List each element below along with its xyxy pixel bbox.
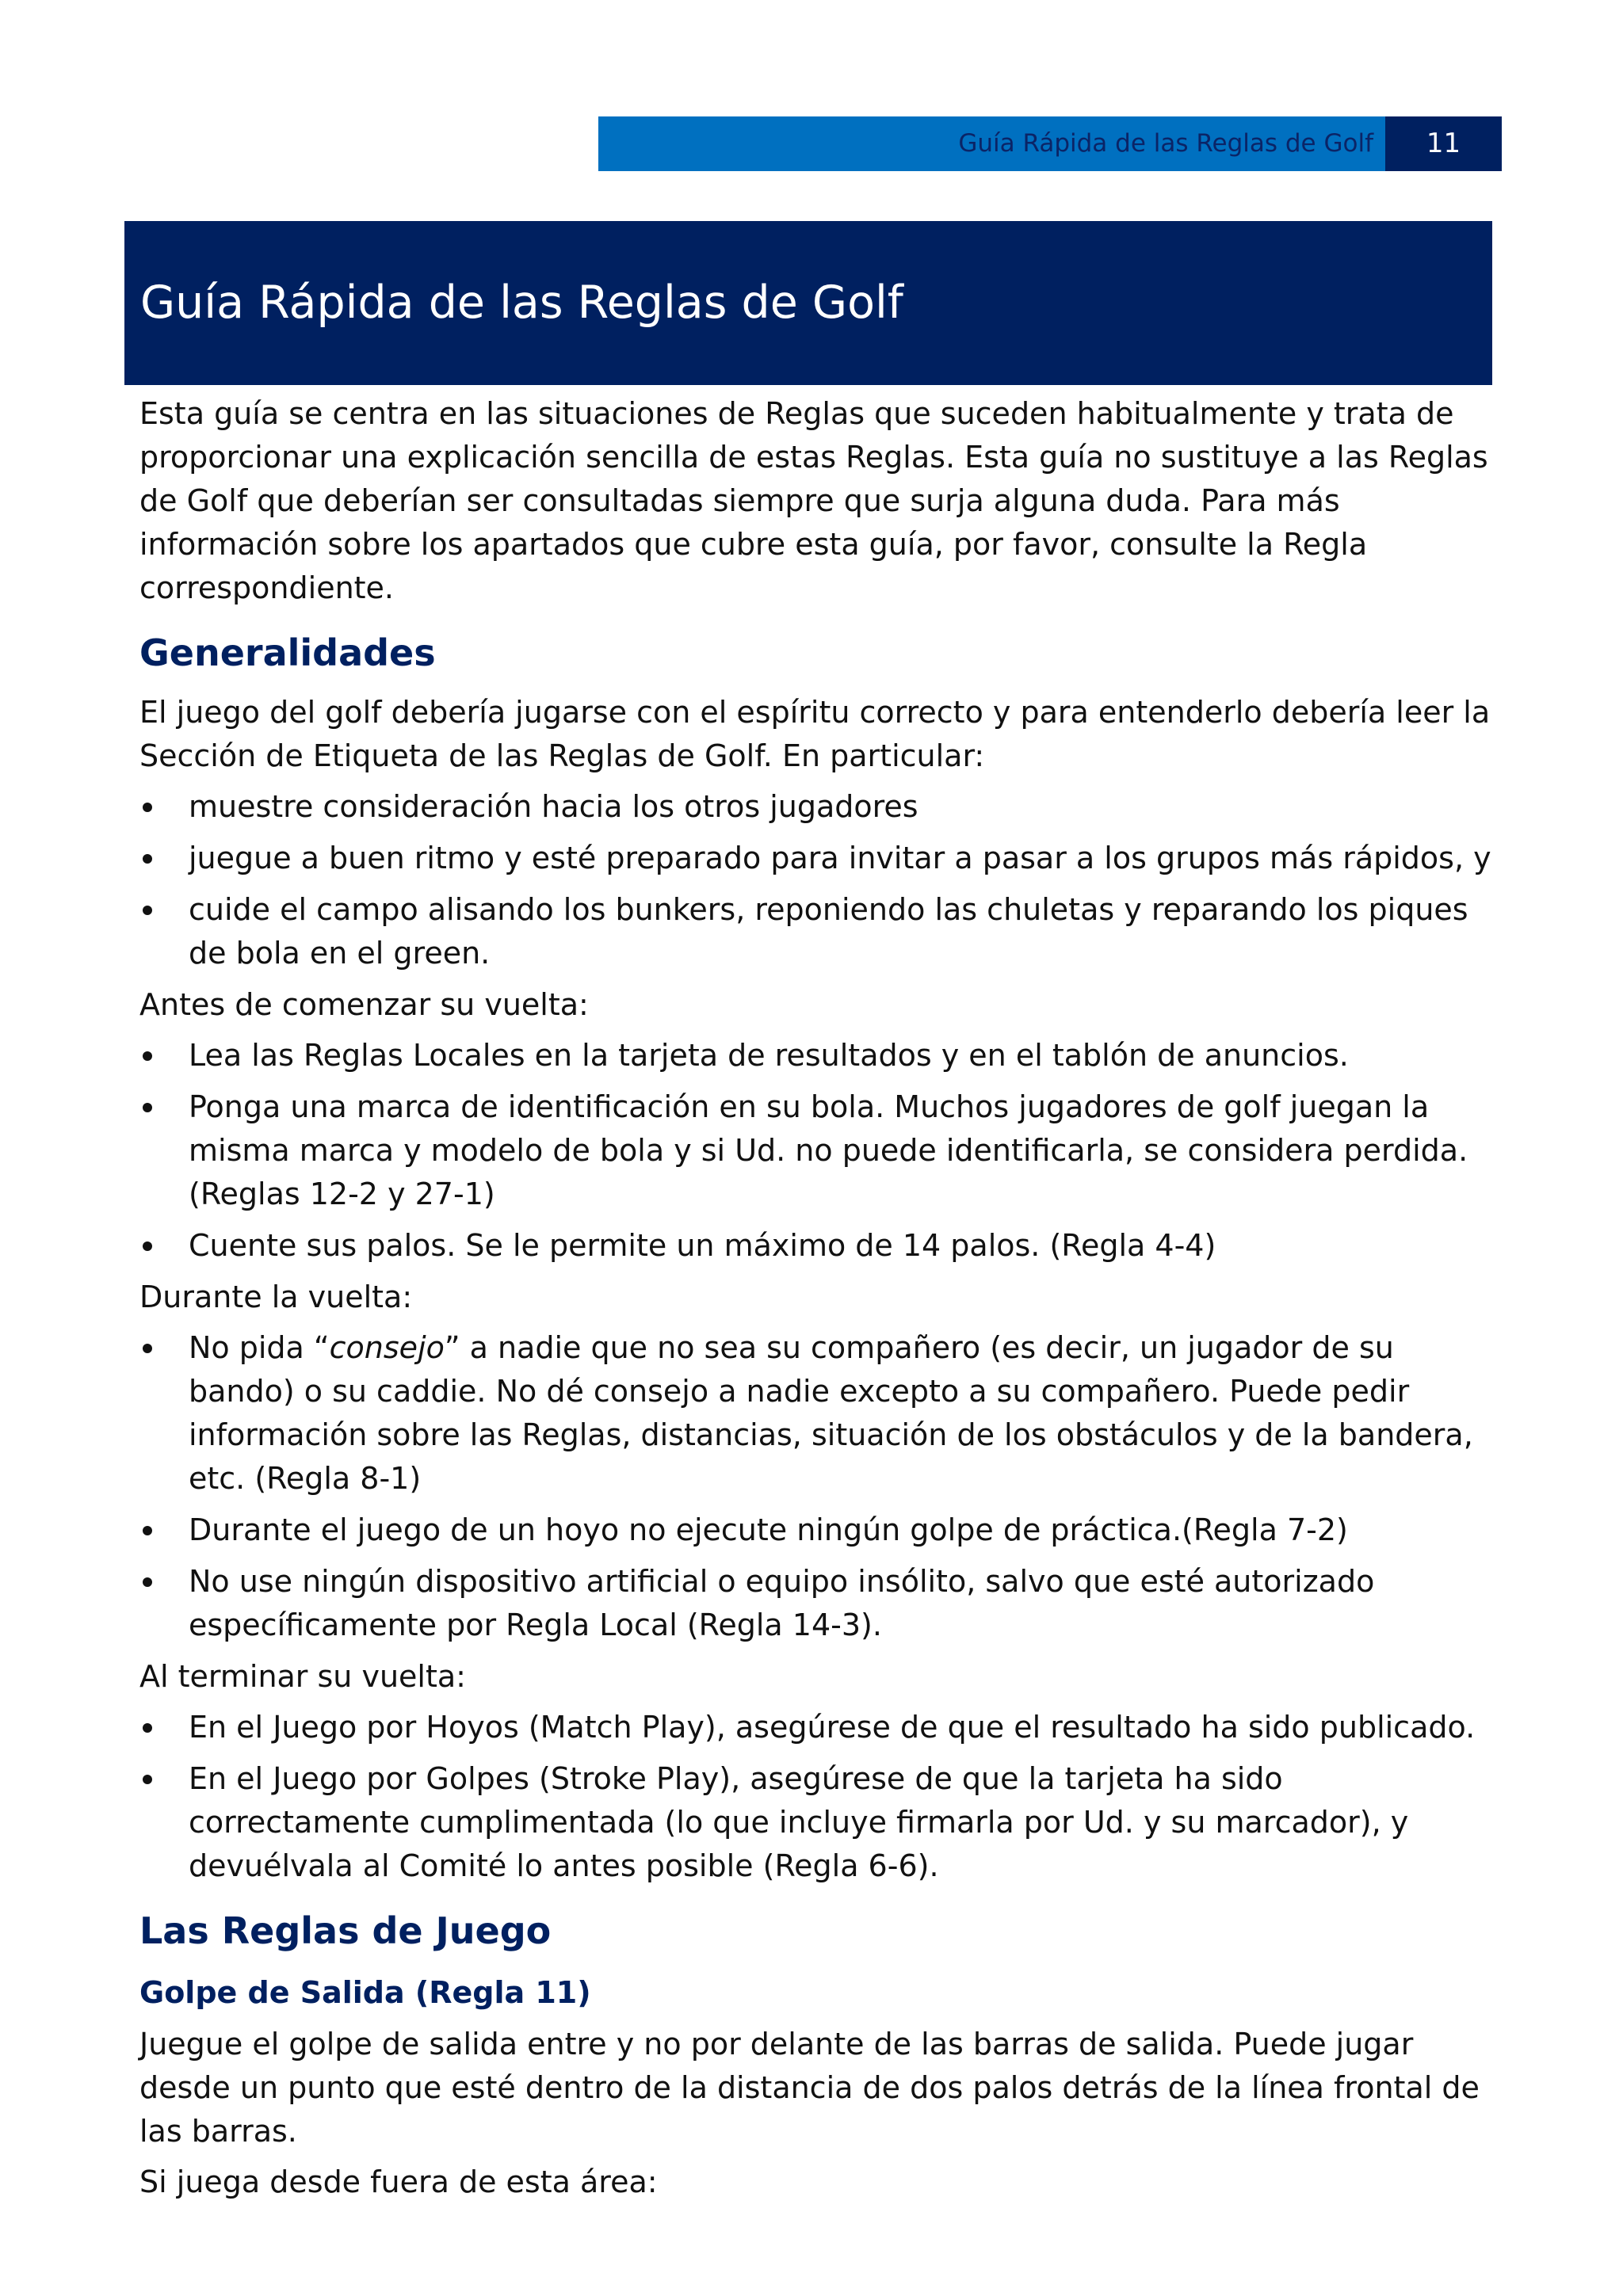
list-item [139,1224,1495,1268]
list-item-text: No use ningún dispositivo artificial o equipo insólito, salvo que esté autorizado específicamente por Regla Local (Regla 14-3). [189,1564,1375,1642]
list-item [139,785,1495,829]
page-title: Guía Rápida de las Reglas de Golf [140,277,903,329]
before-round-label: Antes de comenzar su vuelta: [139,987,589,1022]
list-item-text: Cuente sus palos. Se le permite un máximo de 14 palos. (Regla 4-4) [189,1228,1216,1263]
during-round-list [139,1326,1495,1647]
list-item-text-pre: No pida “ [189,1330,330,1365]
list-item-text: cuide el campo alisando los bunkers, reponiendo las chuletas y reparando los piques de bola en el green. [189,892,1468,971]
consejo-term: consejo [329,1330,445,1365]
list-item [139,1706,1495,1749]
list-item [139,1757,1495,1888]
list-item [139,888,1495,975]
list-item [139,1085,1495,1216]
list-item [139,1034,1495,1077]
section-heading-reglas-de-juego: Las Reglas de Juego [139,1909,552,1952]
list-item-text: Ponga una marca de identificación en su bola. Muchos jugadores de golf juegan la misma marca y modelo de bola y si Ud. no puede identificarla, se considera perdida. (Reglas 12-2 y 27-1) [189,1089,1468,1211]
during-round-label: Durante la vuelta: [139,1280,413,1314]
bullet-icon [143,906,152,915]
list-item [139,1560,1495,1647]
list-item-text: juegue a buen ritmo y esté preparado para invitar a pasar a los grupos más rápidos, y [189,841,1491,875]
bullet-icon [143,1775,152,1784]
list-item [139,1326,1495,1501]
page-number: 11 [1385,116,1502,171]
bullet-icon [143,854,152,864]
bullet-icon [143,1344,152,1353]
main-content [139,392,1495,2211]
tee-shot-paragraph: Juegue el golpe de salida entre y no por delante de las barras de salida. Puede jugar desde un punto que esté dentro de la distancia de dos palos detrás de la línea frontal de las barras. [139,2027,1480,2149]
list-item-text: Durante el juego de un hoyo no ejecute ningún golpe de práctica.(Regla 7-2) [189,1512,1348,1547]
list-item-text: En el Juego por Hoyos (Match Play), asegúrese de que el resultado ha sido publicado. [189,1710,1476,1745]
bullet-icon [143,1723,152,1733]
etiquette-list [139,785,1495,975]
list-item-text: En el Juego por Golpes (Stroke Play), asegúrese de que la tarjeta ha sido correctamente cumplimentada (lo que incluye firmarla por Ud. y su marcador), y devuélvala al Comité lo antes posible (Regla 6-6). [189,1761,1409,1883]
outside-area-paragraph: Si juega desde fuera de esta área: [139,2164,658,2199]
generalidades-intro: El juego del golf debería jugarse con el espíritu correcto y para entenderlo debería leer la Sección de Etiqueta de las Reglas de Golf. En particular: [139,695,1491,773]
running-header [598,116,1502,171]
title-band [124,221,1492,385]
running-title: Guía Rápida de las Reglas de Golf [958,129,1373,158]
list-item-text: Lea las Reglas Locales en la tarjeta de resultados y en el tablón de anuncios. [189,1038,1349,1073]
bullet-icon [143,1577,152,1587]
bullet-icon [143,803,152,812]
list-item [139,1508,1495,1552]
bullet-icon [143,1526,152,1535]
section-heading-generalidades: Generalidades [139,631,436,674]
list-item-text-post: ” a nadie que no sea su compañero (es decir, un jugador de su bando) o su caddie. No dé consejo a nadie excepto a su compañero. Puede pedir información sobre las Reglas, distancias, situación de los obstáculos y de la bandera, etc. (Regla 8-1) [189,1330,1473,1496]
list-item-text: muestre consideración hacia los otros jugadores [189,789,918,824]
before-round-list [139,1034,1495,1268]
after-round-list [139,1706,1495,1888]
bullet-icon [143,1241,152,1251]
after-round-label: Al terminar su vuelta: [139,1659,466,1694]
intro-paragraph: Esta guía se centra en las situaciones de Reglas que suceden habitualmente y trata de proporcionar una explicación sencilla de estas Reglas. Esta guía no sustituye a las Reglas de Golf que deberían ser consultadas siempre que surja alguna duda. Para más información sobre los apartados que cubre esta guía, por favor, consulte la Regla correspondiente. [139,396,1488,605]
bullet-icon [143,1103,152,1112]
list-item [139,837,1495,880]
subsection-heading-golpe-de-salida: Golpe de Salida (Regla 11) [139,1975,591,2010]
bullet-icon [143,1051,152,1061]
